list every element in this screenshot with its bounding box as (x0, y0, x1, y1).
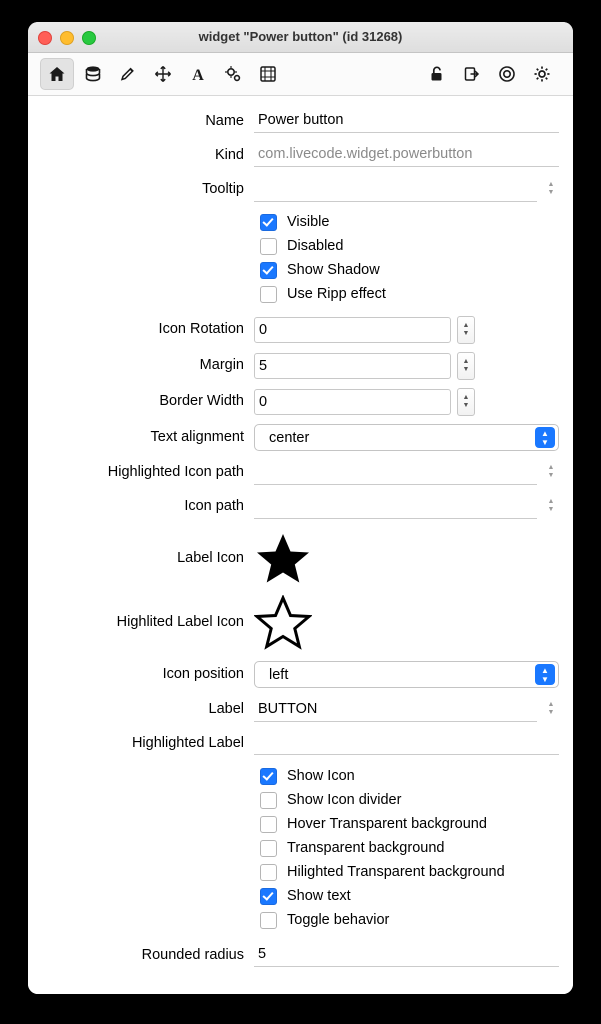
checkbox-group-1 (260, 210, 559, 306)
margin-stepper[interactable] (457, 352, 475, 380)
tooltip-input[interactable] (254, 177, 537, 202)
svg-text:A: A (192, 67, 204, 83)
row-label-icon (28, 527, 559, 589)
ripp-effect-label: Use Ripp effect (287, 286, 386, 302)
label-margin: Margin (199, 357, 244, 373)
highlighted-icon-path-input[interactable] (254, 460, 537, 485)
chevron-up-icon: ▲ (547, 701, 555, 708)
label-kind: Kind (214, 147, 244, 163)
check-show-text[interactable] (260, 884, 559, 908)
chevron-down-icon: ▼ (547, 506, 555, 513)
settings-gear-icon[interactable] (526, 59, 558, 89)
row-name (28, 108, 559, 134)
chevron-down-icon: ▼ (462, 330, 470, 337)
chevron-up-icon: ▲ (462, 394, 470, 401)
label-highlited-label-icon: Highlited Label Icon (116, 614, 244, 630)
chevron-up-icon: ▲ (547, 181, 555, 188)
move-icon[interactable] (147, 59, 179, 89)
name-input[interactable] (254, 108, 559, 133)
inspector-window (28, 22, 573, 994)
row-icon-rotation (28, 316, 559, 344)
toolbar (28, 53, 573, 96)
hover-transparent-background-label: Hover Transparent background (287, 816, 487, 832)
border-width-stepper[interactable] (457, 388, 475, 416)
icon-position-value: left (269, 666, 289, 683)
window-title: widget "Power button" (id 31268) (198, 29, 403, 44)
row-icon-position (28, 661, 559, 688)
transparent-background-label: Transparent background (287, 840, 445, 856)
rounded-radius-wrap (254, 942, 559, 967)
text-alignment-value: center (269, 429, 310, 446)
row-label (28, 696, 559, 722)
label-text-alignment: Text alignment (150, 429, 244, 445)
highlited-label-icon-preview[interactable] (254, 591, 324, 653)
chevron-down-icon: ▼ (547, 709, 555, 716)
row-text-alignment (28, 424, 559, 451)
chevron-down-icon: ▼ (547, 472, 555, 479)
check-hover-transparent-background[interactable] (260, 812, 559, 836)
chevron-down-icon: ▼ (462, 402, 470, 409)
check-show-icon-divider[interactable] (260, 788, 559, 812)
chevron-up-icon: ▲ (462, 322, 470, 329)
transparent-background-checkbox[interactable] (260, 840, 277, 857)
filled-star-icon (254, 531, 312, 586)
tooltip-stepper[interactable] (543, 176, 559, 202)
visible-checkbox[interactable] (260, 214, 277, 231)
target-icon[interactable] (491, 59, 523, 89)
gears-icon[interactable] (217, 59, 249, 89)
kind-field-wrap (254, 142, 559, 167)
margin-wrap (254, 352, 559, 380)
check-show-icon[interactable] (260, 764, 559, 788)
label-highlighted-icon-path: Highlighted Icon path (107, 464, 244, 480)
icon-rotation-stepper[interactable] (457, 316, 475, 344)
layout-icon[interactable] (252, 59, 284, 89)
label-icon-preview[interactable] (254, 527, 324, 589)
row-rounded-radius (28, 942, 559, 968)
pencil-icon[interactable] (112, 59, 144, 89)
highlighted-icon-path-wrap (254, 459, 559, 485)
show-icon-divider-label: Show Icon divider (287, 792, 402, 808)
show-shadow-checkbox[interactable] (260, 262, 277, 279)
icon-path-stepper[interactable] (543, 493, 559, 519)
icon-rotation-wrap (254, 316, 559, 344)
chevron-up-icon: ▲ (547, 498, 555, 505)
highlighted-label-input[interactable] (254, 730, 559, 755)
text-icon[interactable] (182, 59, 214, 89)
check-hilighted-transparent-background[interactable] (260, 860, 559, 884)
margin-input[interactable] (254, 353, 451, 379)
border-width-input[interactable] (254, 389, 451, 415)
show-shadow-label: Show Shadow (287, 262, 380, 278)
check-toggle-behavior[interactable] (260, 908, 559, 932)
name-field-wrap (254, 108, 559, 133)
kind-input (254, 142, 559, 167)
text-alignment-select[interactable] (254, 424, 559, 451)
row-border-width (28, 388, 559, 416)
title-bar (28, 22, 573, 53)
label-rounded-radius: Rounded radius (141, 947, 244, 963)
disabled-checkbox[interactable] (260, 238, 277, 255)
ripp-effect-checkbox[interactable] (260, 286, 277, 303)
row-highlighted-icon-path (28, 459, 559, 485)
rounded-radius-input[interactable] (254, 942, 559, 967)
label-input[interactable] (254, 697, 537, 722)
check-show-shadow[interactable] (260, 258, 559, 282)
chevron-up-icon: ▲ (547, 464, 555, 471)
row-kind (28, 142, 559, 168)
toggle-behavior-checkbox[interactable] (260, 912, 277, 929)
highlighted-label-wrap (254, 730, 559, 755)
row-icon-path (28, 493, 559, 519)
chevron-down-icon: ▼ (462, 366, 470, 373)
highlighted-icon-path-stepper[interactable] (543, 459, 559, 485)
chevron-down-icon: ▼ (547, 189, 555, 196)
chevron-updown-icon: ▲ ▼ (535, 664, 555, 685)
label-icon-position: Icon position (162, 666, 244, 682)
border-width-wrap (254, 388, 559, 416)
chevron-updown-icon: ▲ ▼ (535, 427, 555, 448)
outline-star-icon (254, 595, 312, 650)
show-icon-label: Show Icon (287, 768, 355, 784)
checkbox-group-2 (260, 764, 559, 932)
disabled-label: Disabled (287, 238, 344, 254)
hilighted-transparent-background-label: Hilighted Transparent background (287, 864, 505, 880)
database-icon[interactable] (77, 59, 109, 89)
icon-path-wrap (254, 493, 559, 519)
hilighted-transparent-background-checkbox[interactable] (260, 864, 277, 881)
show-text-checkbox[interactable] (260, 888, 277, 905)
label-label: Label (208, 701, 244, 717)
properties-panel (28, 96, 573, 994)
row-margin (28, 352, 559, 380)
tooltip-field-wrap (254, 176, 559, 202)
show-icon-checkbox[interactable] (260, 768, 277, 785)
label-tooltip: Tooltip (202, 181, 244, 197)
export-icon[interactable] (456, 59, 488, 89)
label-name: Name (205, 113, 244, 129)
text-alignment-wrap (254, 424, 559, 451)
row-highlighted-label (28, 730, 559, 756)
icon-position-wrap (254, 661, 559, 688)
show-icon-divider-checkbox[interactable] (260, 792, 277, 809)
check-disabled[interactable] (260, 234, 559, 258)
label-icon-rotation: Icon Rotation (158, 321, 244, 337)
show-text-label: Show text (287, 888, 351, 904)
check-transparent-background[interactable] (260, 836, 559, 860)
label-border-width: Border Width (159, 393, 244, 409)
label-label-icon: Label Icon (177, 550, 244, 566)
label-highlighted-label: Highlighted Label (131, 735, 244, 751)
label-wrap (254, 696, 559, 722)
row-highlited-label-icon (28, 591, 559, 653)
check-visible[interactable] (260, 210, 559, 234)
home-icon[interactable] (40, 58, 74, 90)
toggle-behavior-label: Toggle behavior (287, 912, 390, 928)
icon-path-input[interactable] (254, 494, 537, 519)
visible-label: Visible (287, 214, 330, 230)
row-tooltip (28, 176, 559, 202)
chevron-up-icon: ▲ (462, 358, 470, 365)
unlock-icon[interactable] (421, 59, 453, 89)
icon-rotation-input[interactable] (254, 317, 451, 343)
label-stepper[interactable] (543, 696, 559, 722)
label-icon-path: Icon path (184, 498, 244, 514)
check-ripp-effect[interactable] (260, 282, 559, 306)
icon-position-select[interactable] (254, 661, 559, 688)
hover-transparent-background-checkbox[interactable] (260, 816, 277, 833)
